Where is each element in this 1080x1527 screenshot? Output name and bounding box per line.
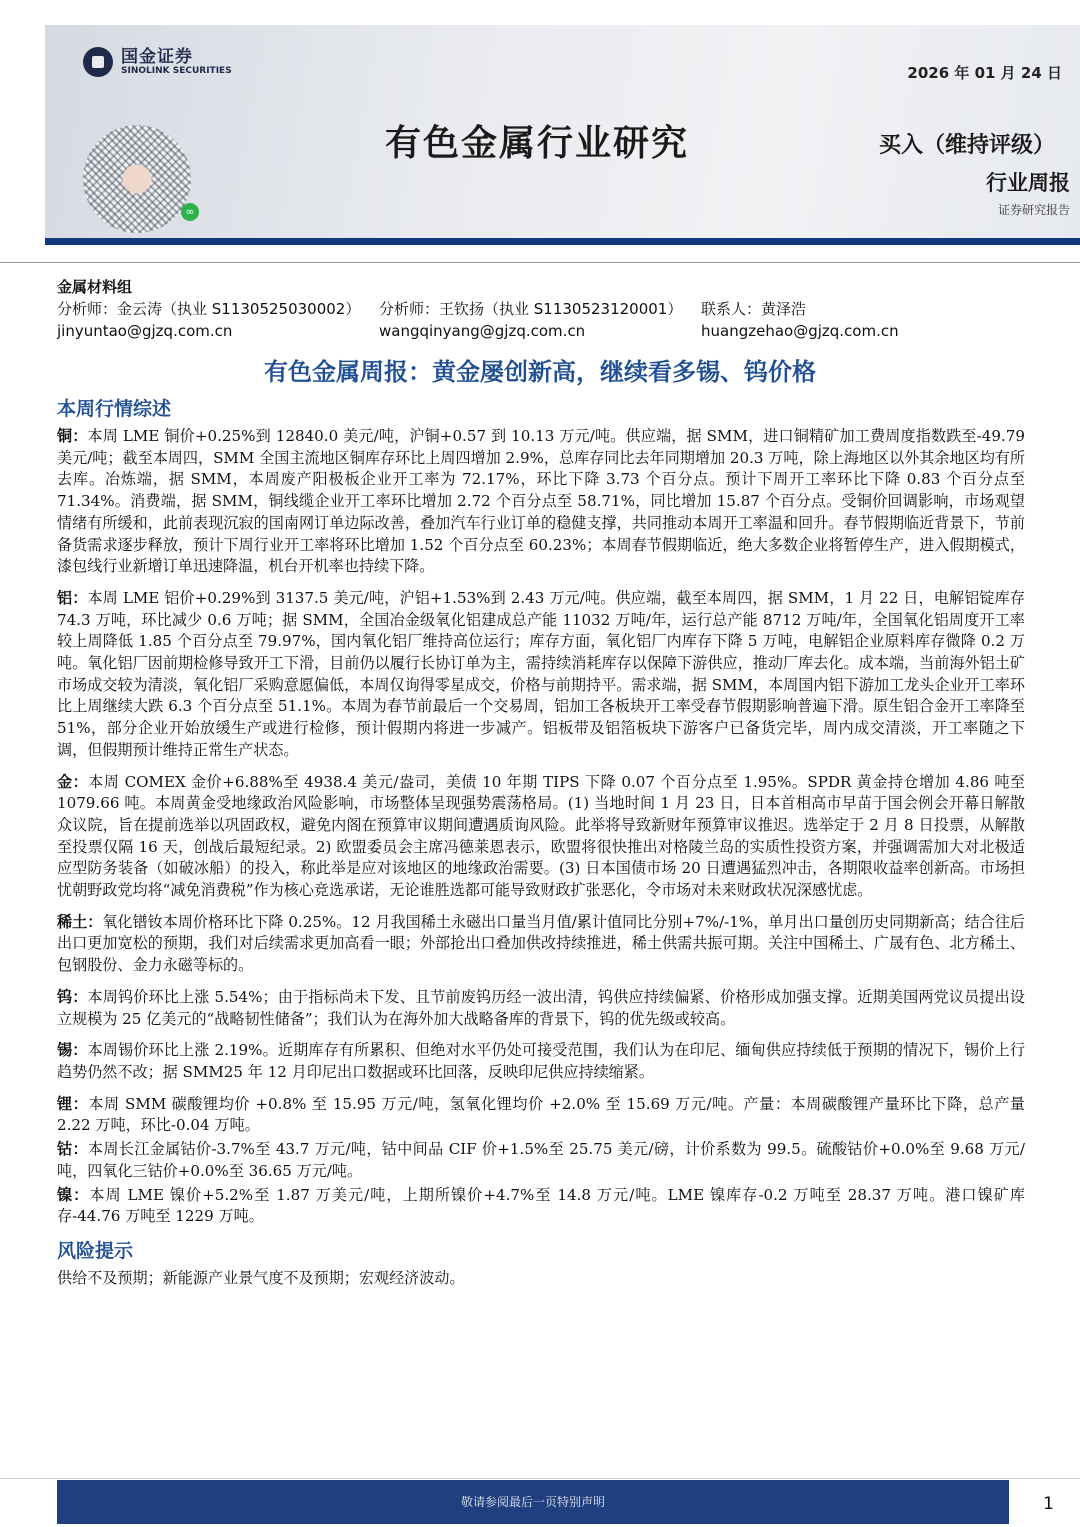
divider (0, 262, 1080, 263)
logo-name-cn: 国金证券 (121, 46, 193, 67)
paragraph-tin (57, 1040, 1025, 1083)
analyst-names-row (57, 298, 1037, 320)
report-header (45, 25, 1080, 245)
disclaimer-note: 敬请参阅最后一页特别声明 (460, 1495, 605, 1509)
paragraph-text: 本周钨价环比上涨 5.54%；由于指标尚未下发、且节前废钨历经一波出清，钨供应持续偏紧、价格形成加强支撑。近期美国两党议员提出设立规模为 25 亿美元的“战略韧性储备”；我们认为在海外加大战略备库的背景下，钨的优先级或较高。 (57, 987, 1025, 1028)
paragraph-lead: 锂： (57, 1094, 89, 1113)
paragraph-risk: 供给不及预期；新能源产业景气度不及预期；宏观经济波动。 (57, 1268, 465, 1287)
paragraph-lead: 铜： (57, 427, 88, 445)
header-accent-bar (45, 238, 1080, 245)
paragraph-lithium (57, 1094, 1025, 1137)
paragraph-lead: 铝： (57, 588, 88, 607)
link-icon: ∞ (181, 203, 199, 221)
analyst-emails-row (57, 320, 1037, 342)
paragraph-lead: 镍： (57, 1185, 90, 1204)
paragraph-cobalt (57, 1139, 1025, 1182)
paragraph-rare-earth (57, 912, 1025, 977)
paragraph-lead: 稀土： (57, 912, 103, 931)
report-type: 行业周报 (986, 171, 1070, 195)
paragraph-text: 本周 LME 镍价+5.2%至 1.87 万美元/吨，上期所镍价+4.7%至 14.8 万元/吨。LME 镍库存-0.2 万吨至 28.37 万吨。港口镍矿库存-44.76 万吨至 1229 万吨。 (57, 1185, 1025, 1226)
section-title: 风险提示 (57, 1239, 134, 1262)
rating-label: 买入（维持评级） (878, 133, 1055, 158)
contact-email[interactable]: huangzehao@gjzq.com.cn (701, 322, 899, 340)
paragraph-lead: 锡： (57, 1041, 88, 1060)
analyst-name: 分析师：金云涛（执业 S1130525030002） (57, 300, 361, 318)
report-category: 证券研究报告 (997, 203, 1070, 217)
logo-icon (83, 47, 113, 77)
team-name: 金属材料组 (57, 278, 133, 296)
report-title: 有色金属周报：黄金屡创新高，继续看多锡、钨价格 (264, 358, 816, 386)
analyst-block (57, 276, 1037, 342)
paragraph-aluminum (57, 588, 1025, 762)
paragraph-nickel (57, 1185, 1025, 1228)
qr-code-icon[interactable] (83, 125, 191, 233)
analyst-email[interactable]: jinyuntao@gjzq.com.cn (57, 322, 233, 340)
report-body (57, 396, 1025, 1300)
paragraph-text: 本周锡价环比上涨 2.19%。近期库存有所累积、但绝对水平仍处可接受范围，我们认为在印尼、缅甸供应持续低于预期的情况下，锡价上行趋势仍然不改；据 SMM25 年 12 月印尼出口数据或环比回落，反映印尼供应持续缩紧。 (57, 1041, 1025, 1081)
paragraph-text: 本周 LME 铜价+0.25%到 12840.0 美元/吨，沪铜+0.57 到 10.13 万元/吨。供应端，据 SMM，进口铜精矿加工费周度指数跌至-49.79 美元/吨；截至本周四，SMM 全国主流地区铜库存环比上周四增加 2.9%，总库存同比去年同期增加 20.3 万吨，除上海地区以外其余地区均有所去库。冶炼端，据 SMM，本周废产阳极板企业开工率为 72.17%，环比下降 3.73 个百分点。预计下周开工率环比下降 0.83 个百分点至 71.34%。消费端，据 SMM，铜线缆企业开工率环比增加 2.72 个百分点至 58.71%，同比增加 15.87 个百分点。受铜价回调影响，市场观望情绪有所缓和，此前表现沉寂的国南网订单边际改善，叠加汽车行业订单的稳健支撑，共同推动本周开工率温和回升。春节假期临近背景下，节前备货需求逐步释放，预计下周行业开工率将环比增加 1.52 个百分点至 60.23%；本周春节假期临近，绝大多数企业将暂停生产，进入假期模式，漆包线行业新增订单迅速降温，机台开机率也持续下降。 (57, 427, 1025, 576)
paragraph-text: 氧化镨钕本周价格环比下降 0.25%。12 月我国稀土永磁出口量当月值/累计值同比分别+7%/-1%，单月出口量创历史同期新高；结合往后出口更加宽松的预期，我们对后续需求更加高看一眼；外部抢出口叠加供改持续推进，稀土供需共振可期。关注中国稀土、广晟有色、北方稀土、包钢股份、金力永磁等标的。 (57, 912, 1025, 975)
industry-title: 有色金属行业研究 (385, 123, 690, 164)
paragraph-gold (57, 772, 1025, 902)
footer-divider (0, 1478, 1080, 1479)
page-number: 1 (1043, 1494, 1054, 1514)
paragraph-text: 本周 SMM 碳酸锂均价 +0.8% 至 15.95 万元/吨，氢氧化锂均价 +2.0% 至 15.69 万元/吨。产量：本周碳酸锂产量环比下降，总产量 2.22 万吨，环比-0.04 万吨。 (57, 1094, 1025, 1135)
company-logo (83, 47, 232, 77)
analyst-name: 分析师：王钦扬（执业 S1130523120001） (379, 300, 683, 318)
logo-name-en: SINOLINK SECURITIES (121, 65, 232, 76)
paragraph-tungsten (57, 987, 1025, 1030)
analyst-email[interactable]: wangqinyang@gjzq.com.cn (379, 322, 586, 340)
paragraph-text: 本周长江金属钴价-3.7%至 43.7 万元/吨，钴中间品 CIF 价+1.5%至 25.75 美元/磅，计价系数为 99.5。硫酸钴价+0.0%至 9.68 万元/吨，四氧化三钴价+0.0%至 36.65 万元/吨。 (57, 1140, 1025, 1180)
paragraph-copper (57, 426, 1025, 578)
paragraph-text: 本周 COMEX 金价+6.88%至 4938.4 美元/盎司，美债 10 年期 TIPS 下降 0.07 个百分点至 1.95%。SPDR 黄金持仓增加 4.86 吨至 1079.66 吨。本周黄金受地缘政治风险影响，市场整体呈现强势震荡格局。(1) 当地时间 1 月 23 日，日本首相高市早苗于国会例会开幕日解散众议院，旨在提前选举以巩固政权，避免内阁在预算审议期间遭遇质询风险。此举将导致新财年预算审议推迟。选举定于 2 月 8 日投票，从解散至投票仅隔 16 天，创战后最短纪录。2) 欧盟委员会主席冯德莱恩表示，欧盟将很快推出对格陵兰岛的实质性投资方案，并强调需加大对北极适应型防务装备（如破冰船）的投入，称此举是应对该地区的地缘政治需要。(3) 日本国债市场 20 日遭遇猛烈冲击，各期限收益率创新高。市场担忧朝野政党均将“减免消费税”作为核心竞选承诺，无论谁胜选都可能导致财政扩张恶化，令市场对未来财政状况深感忧虑。 (57, 772, 1025, 900)
section-title: 本周行情综述 (57, 398, 172, 420)
report-date: 2026 年 01 月 24 日 (907, 64, 1062, 82)
paragraph-lead: 钨： (57, 987, 88, 1006)
contact-name: 联系人：黄泽浩 (701, 300, 807, 318)
paragraph-text: 本周 LME 铝价+0.29%到 3137.5 美元/吨，沪铝+1.53%到 2.43 万元/吨。供应端，截至本周四，据 SMM，1 月 22 日，电解铝锭库存 74.3 万吨，环比减少 0.6 万吨；据 SMM，全国冶金级氧化铝建成总产能 11032 万吨/年，运行总产能 8712 万吨/年，全国氧化铝周度开工率较上周降低 1.85 个百分点至 79.97%，国内氧化铝厂维持高位运行；库存方面，氧化铝厂内库存下降 5 万吨，电解铝企业原料库存微降 0.2 万吨。氧化铝厂因前期检修导致开工下滑，目前仍以履行长协订单为主，需持续消耗库存以保障下游供应，推动厂库去化。成本端，当前海外铝土矿市场成交较为清淡，氧化铝厂采购意愿偏低，本周仅询得零星成交，价格与前期持平。需求端，据 SMM，本周国内铝下游加工龙头企业开工率环比上周继续大跌 6.3 个百分点至 51.1%。本周为春节前最后一个交易周，铝加工各板块开工率受春节假期影响普遍下滑。原生铝合金开工率降至 51%，部分企业开始放缓生产或进行检修，预计假期内将进一步减产。铝板带及铝箔板块下游客户已备货完毕，周内成交清淡，开工率随之下调，但假期预计维持正常生产状态。 (57, 588, 1025, 759)
paragraph-lead: 钴： (57, 1140, 88, 1159)
paragraph-lead: 金： (57, 772, 89, 791)
